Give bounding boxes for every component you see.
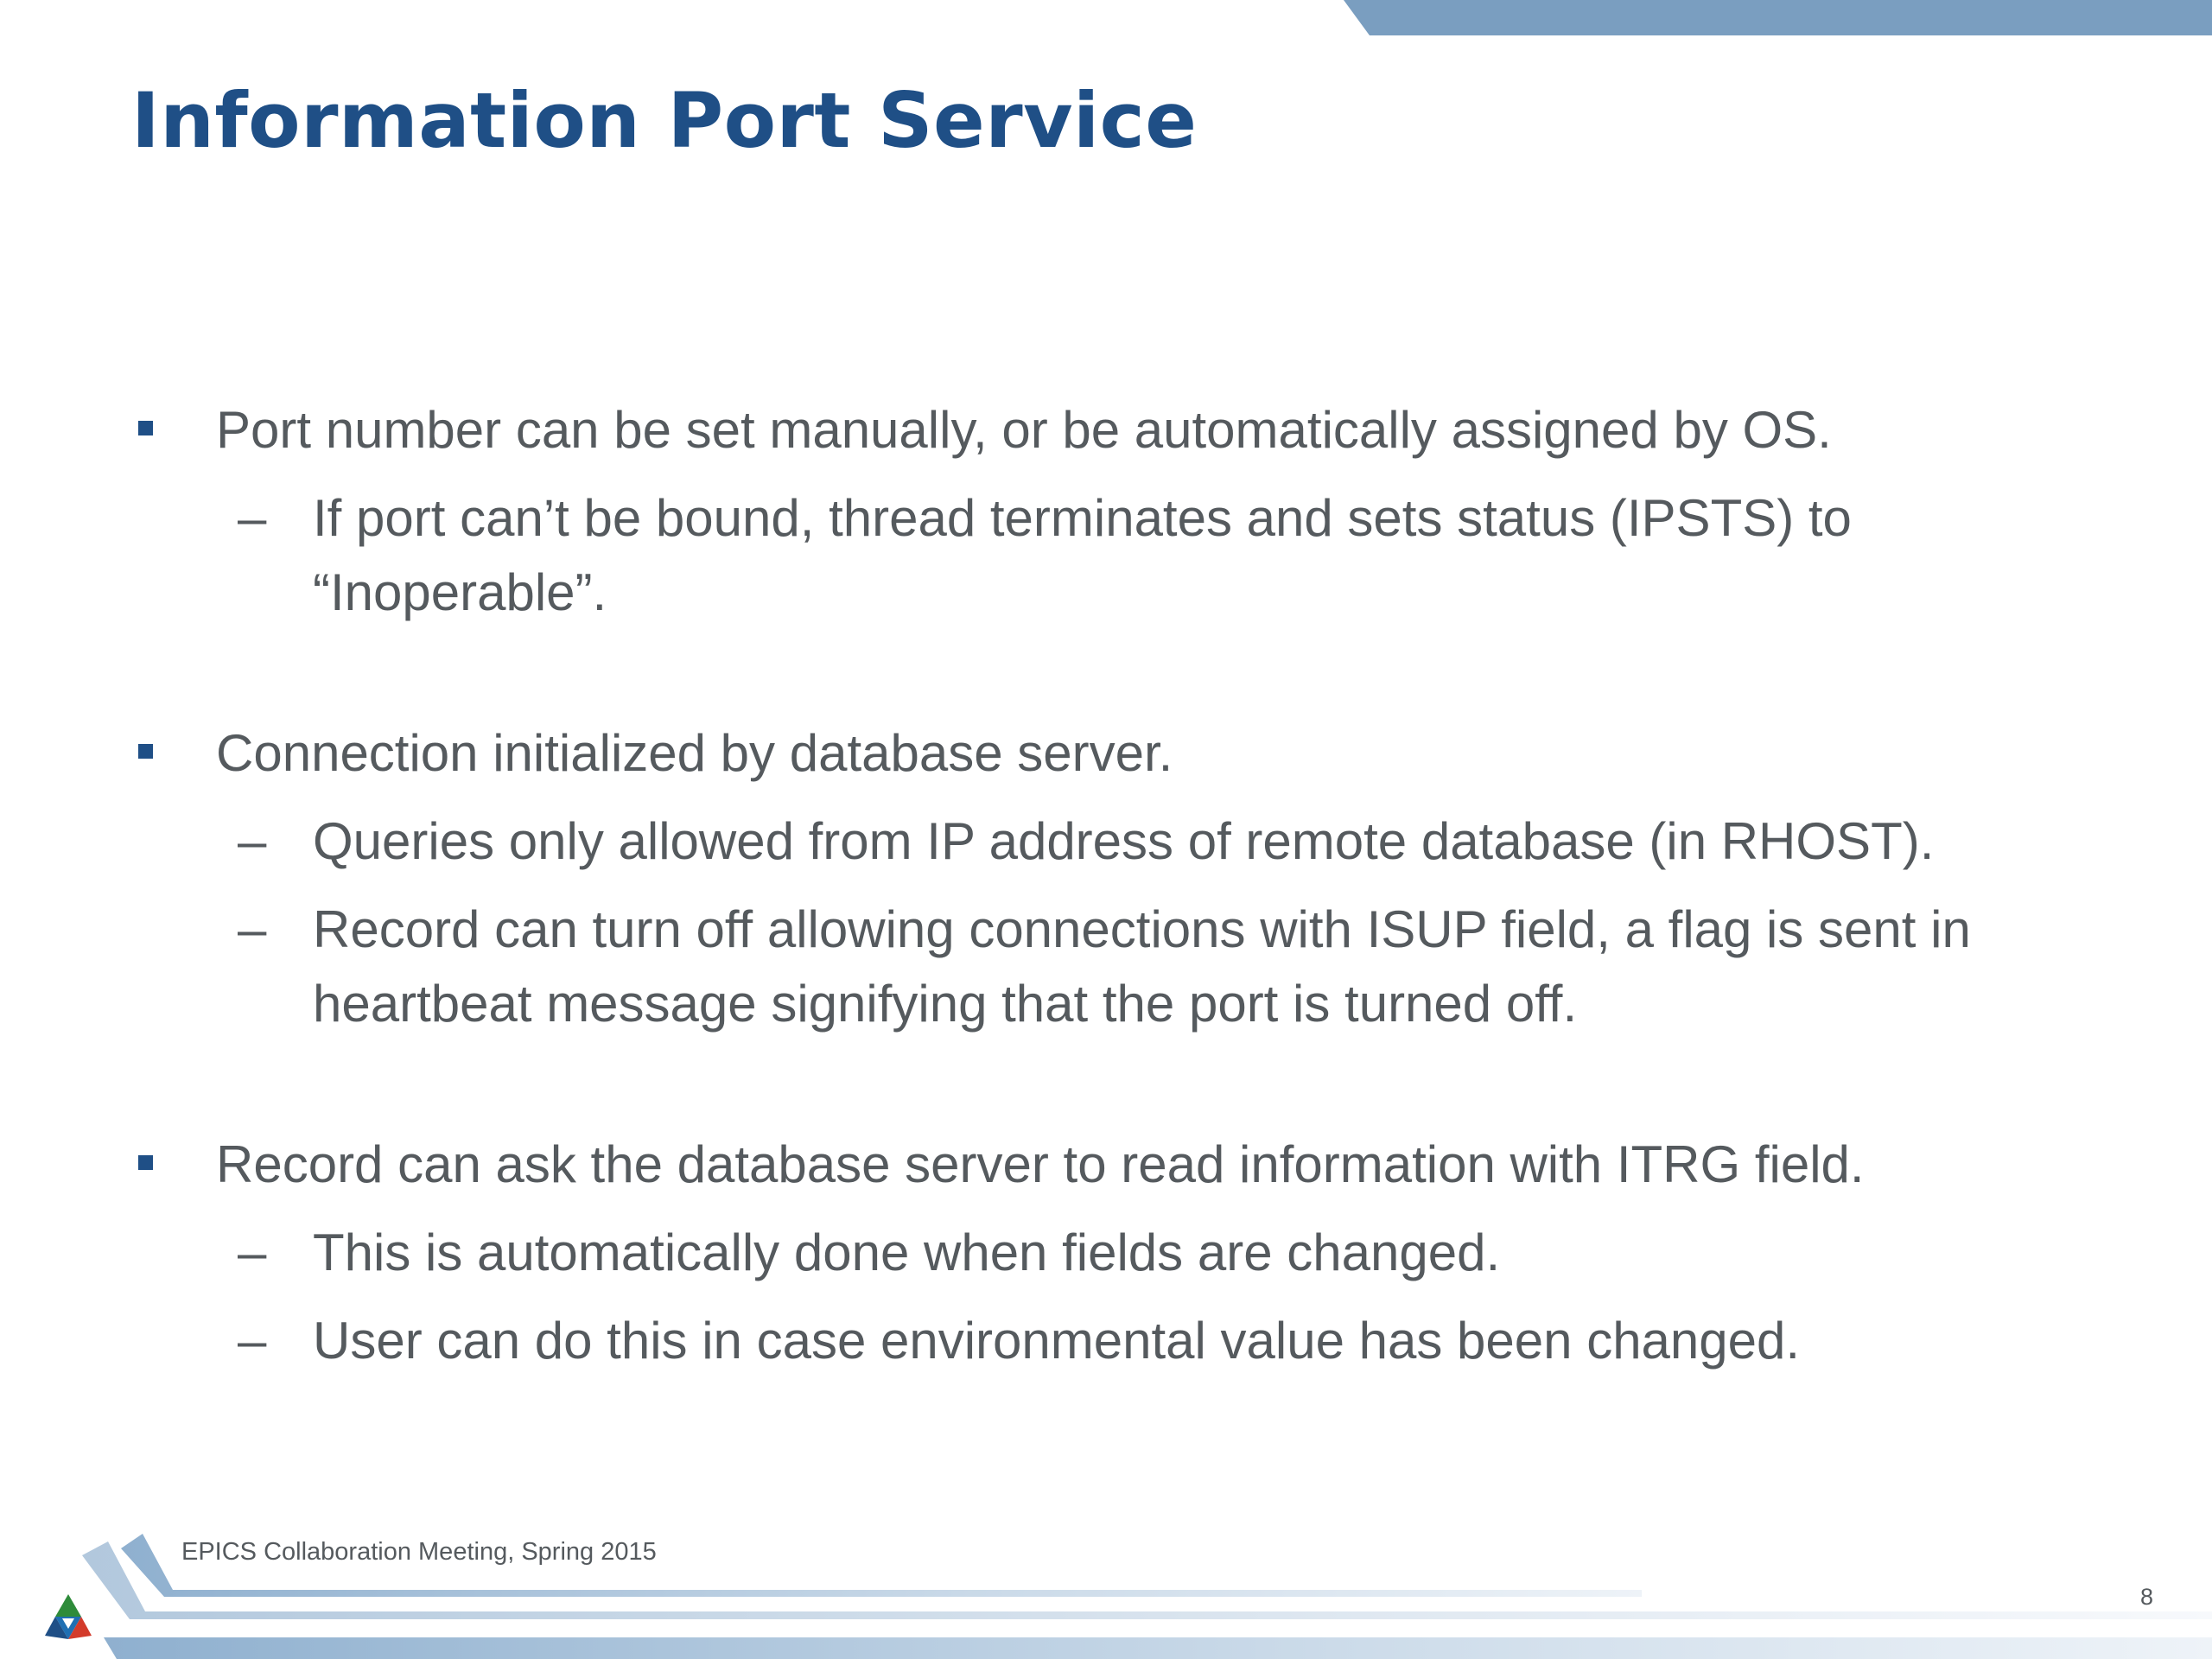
sub-bullet-item bbox=[130, 481, 2117, 630]
dash-bullet-icon: – bbox=[238, 1312, 267, 1370]
dash-bullet-icon: – bbox=[238, 900, 267, 958]
argonne-triangle-logo bbox=[43, 1592, 93, 1641]
sub-bullet-item bbox=[130, 804, 2117, 879]
slide-title: Information Port Service bbox=[131, 76, 1198, 165]
top-accent-bar bbox=[1344, 0, 2212, 35]
bullet-text: Record can ask the database server to read information with ITRG field. bbox=[216, 1135, 1865, 1193]
bullet-group bbox=[130, 716, 2117, 1041]
sub-bullet-text: User can do this in case environmental value has been changed. bbox=[313, 1312, 1801, 1370]
sub-bullet-item bbox=[130, 893, 2117, 1041]
dash-bullet-icon: – bbox=[238, 812, 267, 870]
bullet-item bbox=[130, 393, 2117, 467]
sub-bullet-text: This is automatically done when fields are changed. bbox=[313, 1224, 1501, 1281]
sub-bullet-text: If port can’t be bound, thread terminates and sets status (IPSTS) to “Inoperable”. bbox=[313, 489, 1852, 621]
square-bullet-icon bbox=[138, 744, 153, 759]
bullet-group bbox=[130, 393, 2117, 630]
bullet-group bbox=[130, 1128, 2117, 1378]
footer-text: EPICS Collaboration Meeting, Spring 2015 bbox=[181, 1538, 657, 1566]
sub-bullet-item bbox=[130, 1216, 2117, 1290]
bullet-list bbox=[130, 393, 2117, 1465]
sub-bullet-item bbox=[130, 1304, 2117, 1378]
sub-bullet-text: Record can turn off allowing connections with ISUP field, a flag is sent in heartbeat message signifying that the port is turned off. bbox=[313, 900, 1971, 1033]
sub-bullet-text: Queries only allowed from IP address of remote database (in RHOST). bbox=[313, 812, 1935, 870]
bullet-item bbox=[130, 716, 2117, 791]
dash-bullet-icon: – bbox=[238, 489, 267, 547]
square-bullet-icon bbox=[138, 421, 153, 435]
square-bullet-icon bbox=[138, 1155, 153, 1170]
dash-bullet-icon: – bbox=[238, 1224, 267, 1281]
page-number: 8 bbox=[2139, 1584, 2153, 1610]
bullet-text: Connection initialized by database server. bbox=[216, 724, 1173, 782]
bullet-item bbox=[130, 1128, 2117, 1202]
bullet-text: Port number can be set manually, or be automatically assigned by OS. bbox=[216, 401, 1832, 459]
